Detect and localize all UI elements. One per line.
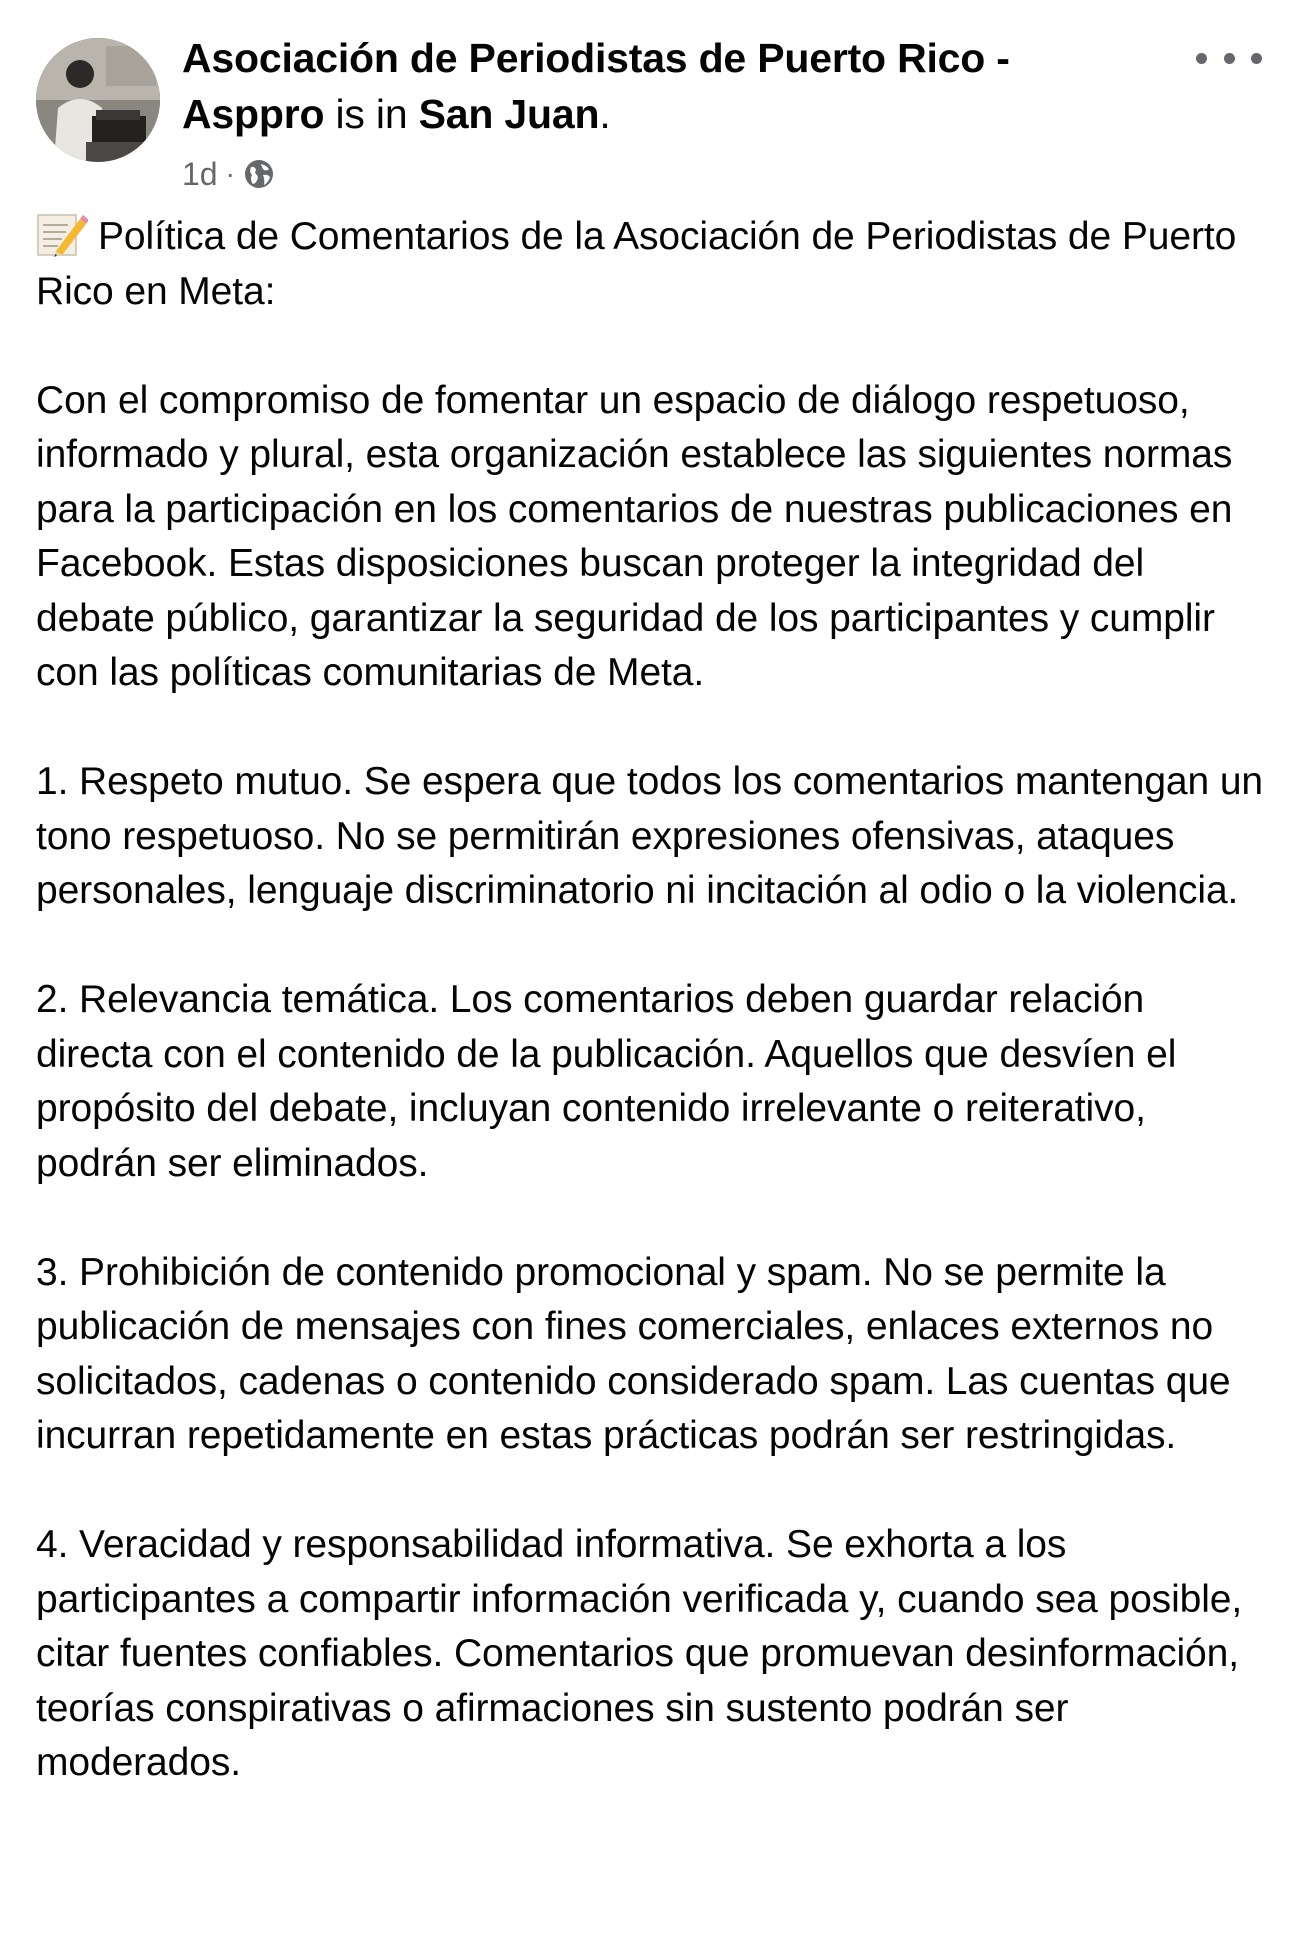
- avatar-photo: [36, 38, 160, 162]
- post-title: [182, 30, 1142, 142]
- rule-1-paragraph: 1. Respeto mutuo. Se espera que todos los comentarios mantengan un tono respetuoso. No se permitirán expresiones ofensivas, ataques personales, lenguaje discriminatorio ni incitación al odio o la violencia.: [36, 760, 1264, 912]
- more-options-icon[interactable]: [1196, 36, 1262, 80]
- heading-text: Política de Comentarios de la Asociación de Periodistas de Puerto Rico en Meta:: [36, 215, 1237, 313]
- more-dot: [1251, 53, 1262, 64]
- location-suffix: .: [599, 91, 611, 137]
- meta-separator: ·: [225, 158, 235, 189]
- post-meta: [182, 154, 1142, 194]
- globe-icon[interactable]: [243, 158, 275, 190]
- intro-paragraph: Con el compromiso de fomentar un espacio de diálogo respetuoso, informado y plural, esta organización establece las siguientes normas para la participación en los comentarios de nuestras publicaciones en Facebook. Estas disposiciones buscan proteger la integridad del debate público, garantizar la seguridad de los participantes y cumplir con las políticas comunitarias de Meta.: [36, 378, 1233, 694]
- author-name[interactable]: Asociación de Periodistas de Puerto Rico - Asppro: [182, 35, 1010, 137]
- post-header: [36, 30, 1266, 200]
- avatar[interactable]: [36, 38, 160, 162]
- rule-3-paragraph: 3. Prohibición de contenido promocional y spam. No se permite la publicación de mensajes con fines comerciales, enlaces externos no solicitados, cadenas o contenido considerado spam. Las cuentas que incurran repetidamente en estas prácticas podrán ser restringidas.: [36, 1250, 1231, 1457]
- memo-icon: [36, 211, 88, 257]
- rule-2-paragraph: 2. Relevancia temática. Los comentarios deben guardar relación directa con el contenido de la publicación. Aquellos que desvíen el propósito del debate, incluyan contenido irrelevante o reiterativo, podrán ser eliminados.: [36, 978, 1177, 1185]
- post-heading: [36, 210, 1266, 319]
- more-dot: [1224, 53, 1235, 64]
- post-title-block: [182, 30, 1142, 194]
- location-connector: is in: [335, 91, 408, 137]
- location-name[interactable]: San Juan: [418, 91, 600, 137]
- more-dot: [1196, 53, 1207, 64]
- timestamp[interactable]: 1d: [182, 155, 218, 192]
- rule-4-paragraph: 4. Veracidad y responsabilidad informativa. Se exhorta a los participantes a compartir información verificada y, cuando sea posible, citar fuentes confiables. Comentarios que promuevan desinformación, teorías conspirativas o afirmaciones sin sustento podrán ser moderados.: [36, 1523, 1243, 1784]
- post-body: [36, 210, 1266, 1791]
